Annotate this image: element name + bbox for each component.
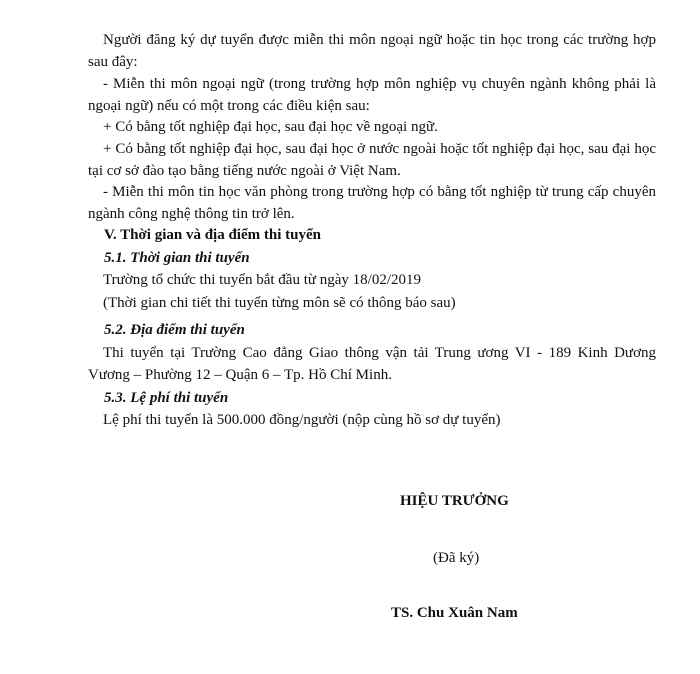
subsection-5-2-heading: 5.2. Địa điểm thi tuyển xyxy=(104,322,245,338)
subsection-5-3-heading: 5.3. Lệ phí thi tuyển xyxy=(104,390,229,406)
paragraph-exemption-intro: Người đăng ký dự tuyển được miễn thi môn ngoại ngữ hoặc tin học trong các trường hợp sau đây: xyxy=(88,32,656,70)
subsection-5-3-text: Lệ phí thi tuyển là 500.000 đồng/người (nộp cùng hồ sơ dự tuyển) xyxy=(103,412,501,428)
signature-name: TS. Chu Xuân Nam xyxy=(391,605,518,621)
paragraph-it-exemption: - Miễn thi môn tin học văn phòng trong trường hợp có bằng tốt nghiệp từ trung cấp chuyên ngành công nghệ thông tin trở lên. xyxy=(88,184,656,222)
subsection-5-1-note: (Thời gian chi tiết thi tuyển từng môn sẽ có thông báo sau) xyxy=(103,295,456,311)
subsection-5-1-heading: 5.1. Thời gian thi tuyển xyxy=(104,250,250,266)
paragraph-degree-in-language: + Có bằng tốt nghiệp đại học, sau đại học về ngoại ngữ. xyxy=(103,119,438,135)
signature-signed-note: (Đã ký) xyxy=(433,550,480,566)
section-v-heading: V. Thời gian và địa điểm thi tuyển xyxy=(104,227,321,243)
subsection-5-1-text: Trường tổ chức thi tuyển bắt đầu từ ngày 18/02/2019 xyxy=(103,272,421,288)
paragraph-foreign-language-exemption: - Miễn thi môn ngoại ngữ (trong trường hợp môn nghiệp vụ chuyên ngành không phải là ngoại ngữ) nếu có một trong các điều kiện sau: xyxy=(88,76,656,114)
signature-title: HIỆU TRƯỞNG xyxy=(400,493,509,509)
paragraph-degree-abroad: + Có bằng tốt nghiệp đại học, sau đại học ở nước ngoài hoặc tốt nghiệp đại học, sau đại học tại cơ sở đào tạo bằng tiếng nước ngoài ở Việt Nam. xyxy=(88,141,656,179)
subsection-5-2-text: Thi tuyển tại Trường Cao đẳng Giao thông vận tải Trung ương VI - 189 Kinh Dương Vương – Phường 12 – Quận 6 – Tp. Hồ Chí Minh. xyxy=(88,345,656,383)
